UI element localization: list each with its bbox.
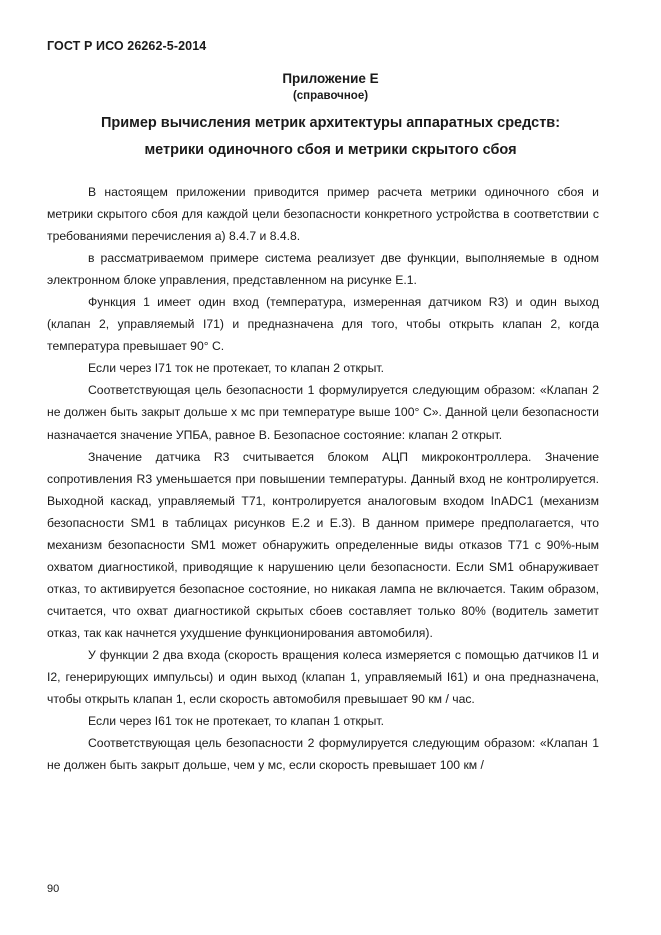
- appendix-heading: [0, 110, 661, 164]
- appendix-heading-line-2: метрики одиночного сбоя и метрики скрытого сбоя: [144, 142, 517, 158]
- paragraph: в рассматриваемом примере система реализует две функции, выполняемые в одном электронном блоке управления, представленном на рисунке Е.1.: [47, 251, 599, 288]
- standard-id: ГОСТ Р ИСО 26262-5-2014: [47, 39, 207, 53]
- paragraph: Если через I61 ток не протекает, то клапан 1 открыт.: [88, 714, 385, 729]
- paragraph: Соответствующая цель безопасности 1 формулируется следующим образом: «Клапан 2 не должен быть закрыт дольше x мс при температуре выше 100° С». Данной цели безопасности назначается значение УПБА, равное В. Безопасное состояние: клапан 2 открыт.: [47, 383, 599, 442]
- body-text: [47, 181, 599, 776]
- paragraph: В настоящем приложении приводится пример расчета метрики одиночного сбоя и метрики скрытого сбоя для каждой цели безопасности конкретного устройства в соответствии с требованиями перечисления а) 8.4.7 и 8.4.8.: [47, 185, 599, 244]
- paragraph: Если через I71 ток не протекает, то клапан 2 открыт.: [88, 361, 385, 376]
- paragraph: Значение датчика R3 считывается блоком АЦП микроконтроллера. Значение сопротивления R3 уменьшается при повышении температуры. Данный вход не контролируется. Выходной каскад, управляемый Т71, контролируется аналоговым входом InADC1 (механизм безопасности SM1 в таблицах рисунков Е.2 и Е.3). В данном примере предполагается, что механизм безопасности SM1 может обнаружить определенные виды отказов Т71 с 90%-ным охватом диагностикой, приводящие к нарушению цели безопасности. Если SM1 обнаруживает отказ, то активируется безопасное состояние, но никакая лампа не включается. Таким образом, считается, что охват диагностикой скрытых сбоев составляет только 80% (водитель заметит отказ, так как начнется ухудшение функционирования автомобиля).: [47, 449, 599, 640]
- paragraph: Соответствующая цель безопасности 2 формулируется следующим образом: «Клапан 1 не должен быть закрыт дольше, чем y мс, если скорость превышает 100 км /: [47, 736, 599, 773]
- page-number: 90: [47, 883, 60, 895]
- paragraph: У функции 2 два входа (скорость вращения колеса измеряется с помощью датчиков I1 и I2, генерирующих импульсы) и один выход (клапан 1, управляемый I61) и она предназначена, чтобы открыть клапан 1, если скорость автомобиля превышает 90 км / час.: [47, 647, 599, 707]
- appendix-heading-line-1: Пример вычисления метрик архитектуры аппаратных средств:: [100, 115, 561, 131]
- appendix-title: Приложение Е: [282, 71, 379, 86]
- appendix-subtitle: (справочное): [292, 90, 369, 102]
- paragraph: Функция 1 имеет один вход (температура, измеренная датчиком R3) и один выход (клапан 2, управляемый I71) и предназначена для того, чтобы открыть клапан 2, когда температура превышает 90° С.: [47, 295, 599, 354]
